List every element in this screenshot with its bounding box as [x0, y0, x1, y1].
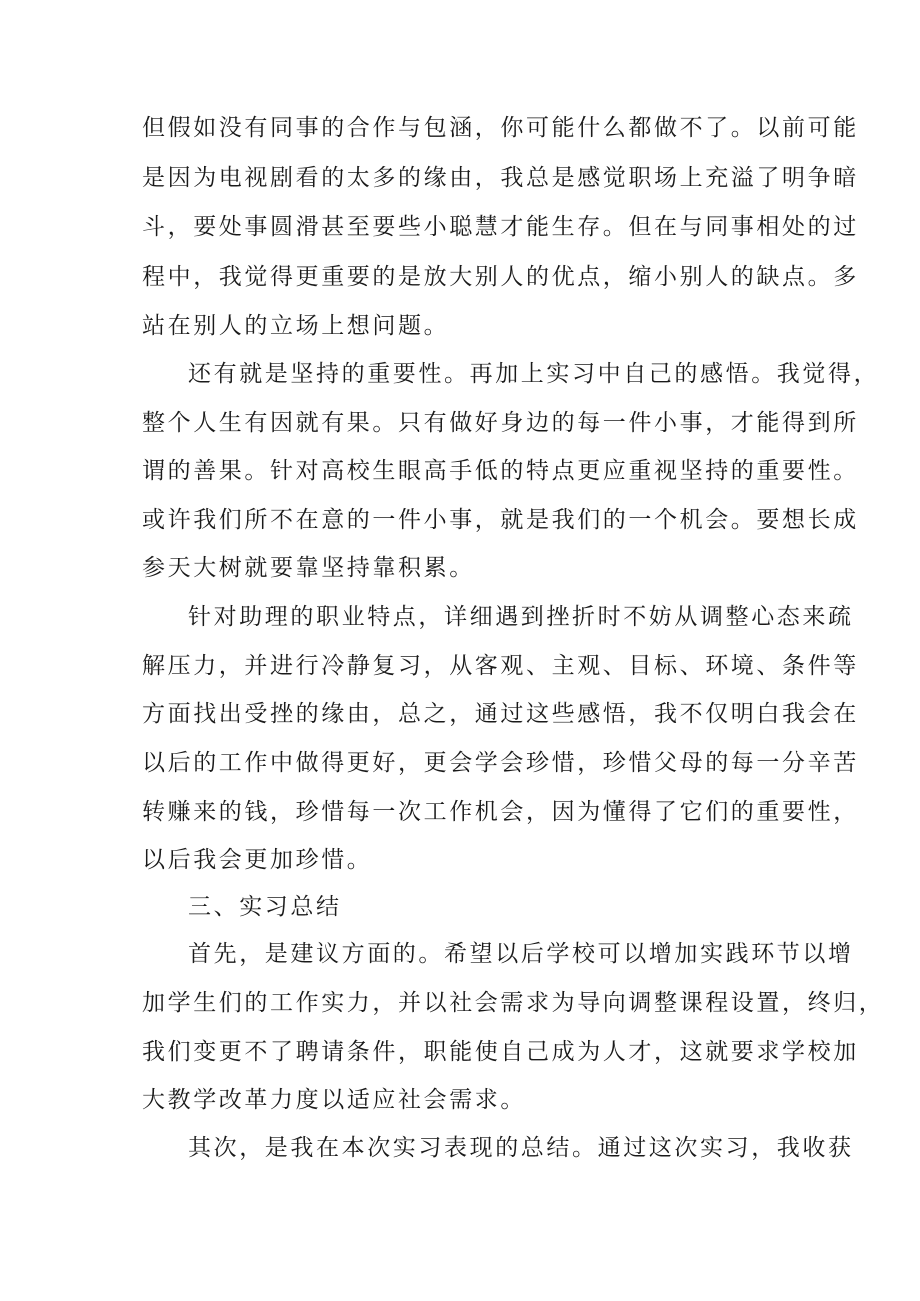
paragraph-first-line: 还有就是坚持的重要性。再加上实习中自己的感悟。我觉得， [188, 361, 880, 387]
text-line: 加学生们的工作实力，并以社会需求为导向调整课程设置，终归， [142, 990, 885, 1016]
text-line: 谓的善果。针对高校生眼高手低的特点更应重视坚持的重要性。 [142, 458, 859, 484]
text-line: 我们变更不了聘请条件，职能使自己成为人才，这就要求学校加 [142, 1039, 859, 1065]
text-line: 斗，要处事圆滑甚至要些小聪慧才能生存。但在与同事相处的过 [142, 214, 859, 240]
text-line: 转赚来的钱，珍惜每一次工作机会，因为懂得了它们的重要性， [142, 799, 859, 825]
paragraph-first-line: 针对助理的职业特点，详细遇到挫折时不妨从调整心态来疏 [188, 604, 854, 630]
text-line: 大教学改革力度以适应社会需求。 [142, 1087, 526, 1113]
text-line: 站在别人的立场上想问题。 [142, 313, 450, 339]
text-line: 但假如没有同事的合作与包涵，你可能什么都做不了。以前可能 [142, 115, 859, 141]
text-line: 或许我们所不在意的一件小事，就是我们的一个机会。要想长成 [142, 507, 859, 533]
paragraph-first-line: 首先，是建议方面的。希望以后学校可以增加实践环节以增 [188, 941, 854, 967]
text-line: 是因为电视剧看的太多的缘由，我总是感觉职场上充溢了明争暗 [142, 165, 859, 191]
text-line: 参天大树就要靠坚持靠积累。 [142, 555, 475, 581]
section-heading: 三、实习总结 [188, 894, 342, 920]
text-line: 以后我会更加珍惜。 [142, 847, 373, 873]
text-line: 整个人生有因就有果。只有做好身边的每一件小事，才能得到所 [142, 410, 859, 436]
text-line: 方面找出受挫的缘由，总之，通过这些感悟，我不仅明白我会在 [142, 701, 859, 727]
text-line: 程中，我觉得更重要的是放大别人的优点，缩小别人的缺点。多 [142, 264, 859, 290]
text-line: 以后的工作中做得更好，更会学会珍惜，珍惜父母的每一分辛苦 [142, 750, 859, 776]
paragraph-first-line: 其次，是我在本次实习表现的总结。通过这次实习，我收获 [188, 1135, 854, 1161]
text-line: 解压力，并进行冷静复习，从客观、主观、目标、环境、条件等 [142, 653, 859, 679]
